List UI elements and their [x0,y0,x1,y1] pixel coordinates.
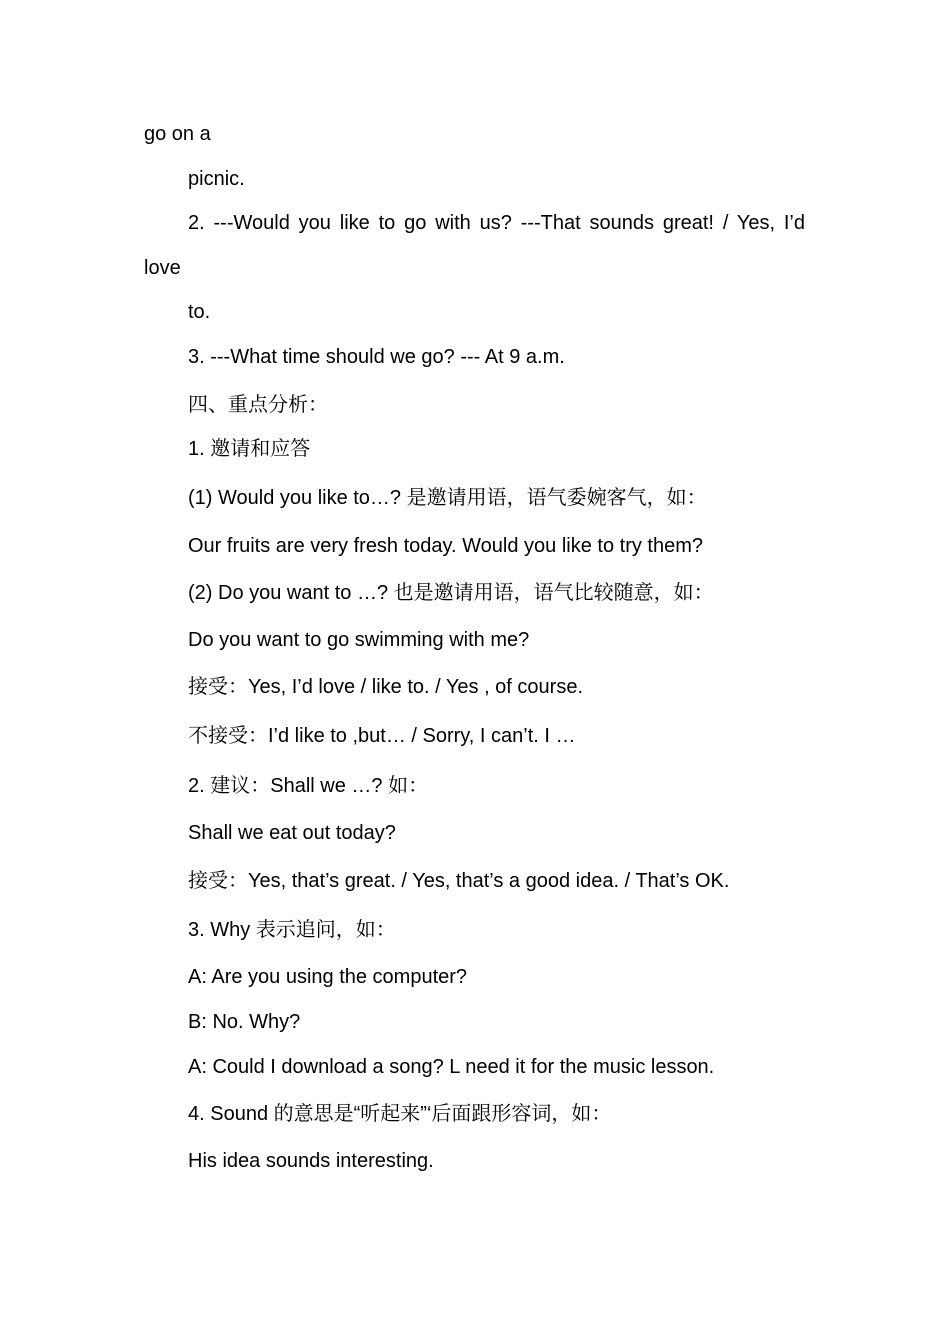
subheading: 1. 邀请和应答 [188,438,311,460]
text-line: go on a [144,123,211,145]
section-heading: 四、重点分析： [188,392,328,416]
text-line: 3. ---What time should we go? --- At 9 a.m. [188,346,565,368]
text-line: B: No. Why? [188,1011,301,1033]
text-line: 2. 建议：Shall we …? 如： [188,775,429,797]
text-line: 接受：Yes, that’s great. / Yes, that’s a good idea. / That’s OK. [188,870,730,892]
text-line: 接受：Yes, I’d love / like to. / Yes , of course. [188,676,584,698]
text-line: A: Could I download a song? L need it for the music lesson. [188,1056,715,1078]
text-line: 不接受：I’d like to ,but… / Sorry, I can’t. I … [188,725,576,747]
text-line: Do you want to go swimming with me? [188,629,530,651]
text-line: (1) Would you like to…? 是邀请用语，语气委婉客气，如： [188,487,707,509]
text-line: Shall we eat out today? [188,822,396,844]
text-line: picnic. [188,168,245,190]
text-line: 3. Why 表示追问，如： [188,919,396,941]
text-line: love [144,257,181,279]
text-line: (2) Do you want to …? 也是邀请用语，语气比较随意，如： [188,582,714,604]
text-line: to. [188,301,211,323]
text-line: A: Are you using the computer? [188,966,468,988]
text-line: 4. Sound 的意思是“听起来”‘后面跟形容词，如： [188,1103,612,1125]
text-line: 2. ---Would you like to go with us? ---That sounds great! / Yes, I’d [188,212,805,234]
text-line: Our fruits are very fresh today. Would you like to try them? [188,535,704,557]
text-line: His idea sounds interesting. [188,1150,434,1172]
